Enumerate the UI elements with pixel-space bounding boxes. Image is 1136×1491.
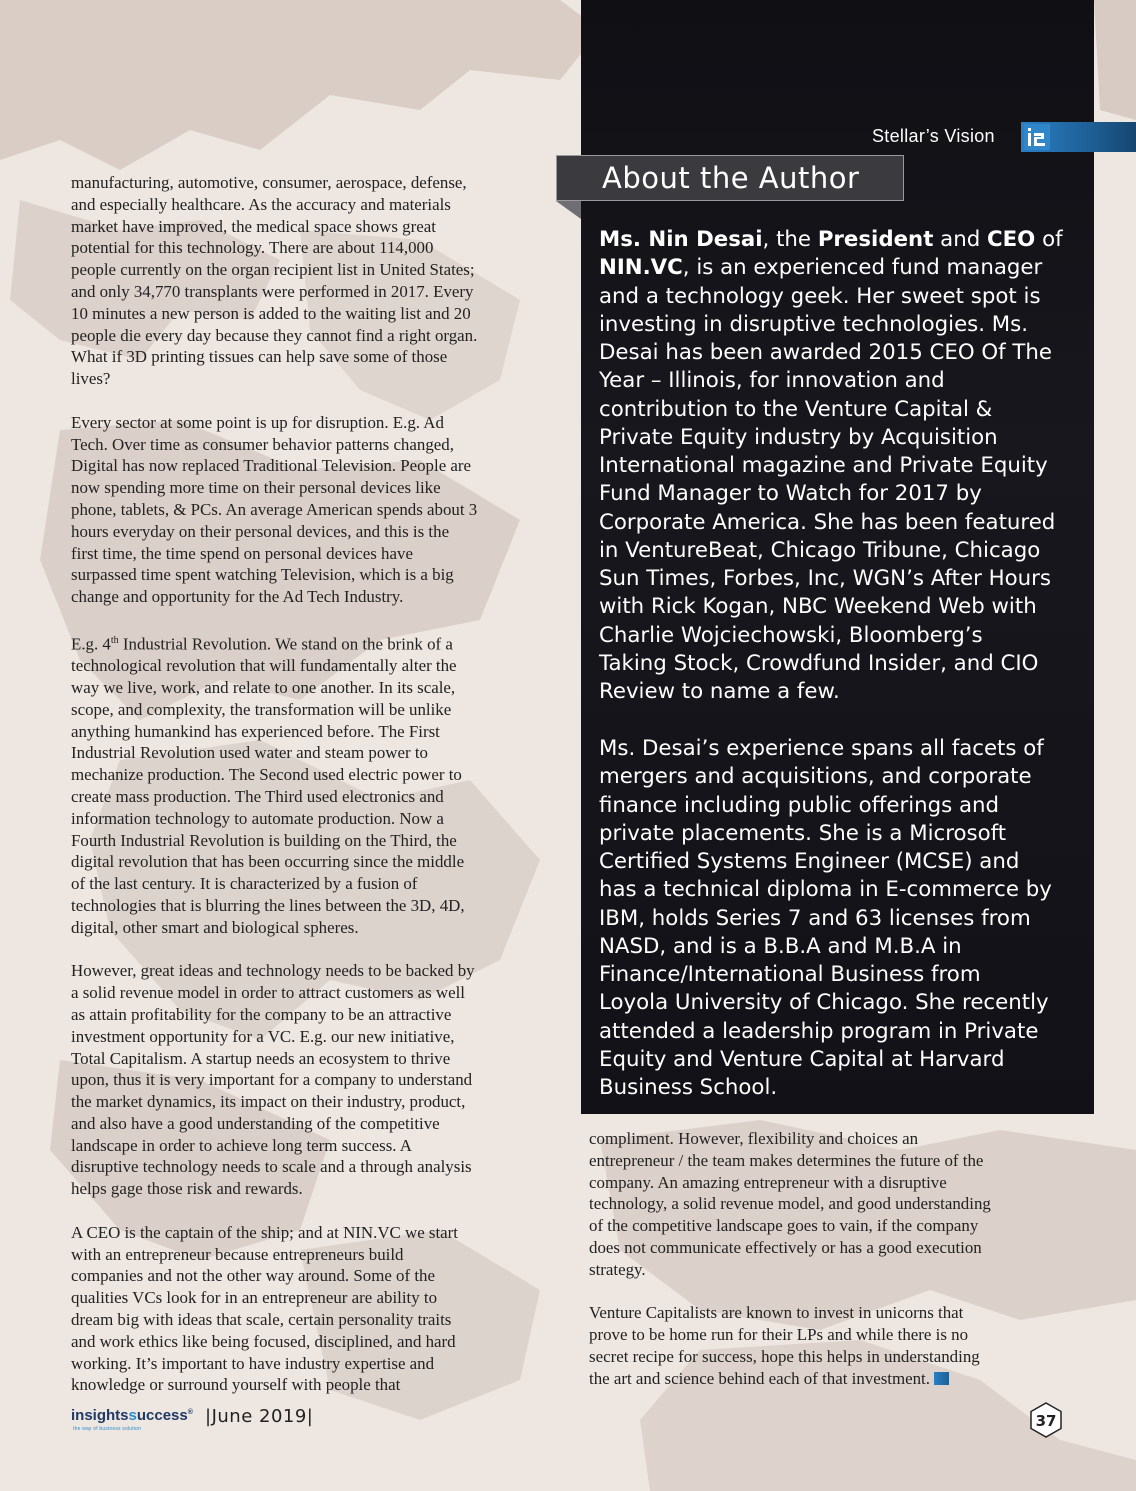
page-number-badge	[1028, 1402, 1064, 1438]
end-mark-icon	[934, 1372, 949, 1385]
bio-text-run: of	[1042, 227, 1063, 252]
bio-bold-run: CEO	[987, 227, 1036, 252]
paragraph-body: Venture Capitalists are known to invest in unicorns that prove to be home run for their LPs and while there is no secret recipe for success, hope this helps in understanding the art and science behind each of that investment.	[589, 1303, 980, 1388]
brand-part-a: insights	[71, 1407, 129, 1424]
footer-brand-logo	[71, 1407, 193, 1437]
page-number: 37	[1035, 1412, 1057, 1430]
author-bio-paragraph-2: Ms. Desai’s experience spans all facets of mergers and acquisitions, and corporate finance including public offerings and private placements. She is a Microsoft Certified Systems Engineer (MCSE) and has a technical diploma in E-commerce by IBM, holds Series 7 and 63 licenses from NASD, and is a B.B.A and M.B.A in Finance/International Business from Loyola University of Chicago. She recently attended a leadership program in Private Equity and Venture Capital at Harvard Business School.	[599, 736, 1052, 1100]
bio-bold-run: Ms. Nin Desai	[599, 227, 763, 252]
brand-s-glyph: s	[128, 1407, 137, 1424]
about-author-title: About the Author	[602, 161, 860, 195]
article-left-column	[71, 172, 549, 1418]
footer-issue-date: |June 2019|	[205, 1406, 314, 1427]
about-author-header	[556, 155, 904, 201]
i2-logo-icon	[1024, 124, 1050, 150]
bio-text-run: and	[933, 227, 987, 252]
article-paragraph-final	[589, 1302, 1069, 1389]
bio-text-run: , the	[762, 227, 818, 252]
author-bio-paragraph-1	[599, 226, 1069, 706]
paragraph-prefix: E.g. 4	[71, 634, 111, 654]
header-fold-decoration	[556, 201, 581, 219]
paragraph-body: Industrial Revolution. We stand on the brink of a technological revolution that will fundamentally alter the way we live, work, and relate to one another. In its scale, scope, and complexity, the transformation will be unlike anything humankind has experienced before. The First Industrial Revolution used water and steam power to mechanize production. The Second used electric power to create mass production. The Third used electronics and information technology to automate production. Now a Fourth Industrial Revolution is building on the Third, the digital revolution that has been occurring since the middle of the last century. It is characterized by a fusion of technologies that is blurring the lines between the 3D, 4D, digital, other smart and biological spheres.	[71, 634, 465, 937]
brand-part-b: uccess	[136, 1407, 188, 1424]
footer-brand-tagline: the way of business solution	[73, 1426, 142, 1432]
bio-bold-run: President	[817, 227, 934, 252]
article-right-column	[589, 1128, 1069, 1411]
bio-bold-run: NIN.VC	[599, 255, 683, 281]
brand-registered: ®	[187, 1409, 193, 1416]
bio-text-run: , is an experienced fund manager and a technology geek. Her sweet spot is investing in disruptive technologies. Ms. Desai has been awarded 2015 CEO Of The Year – Illinois, for innovation and contribution to the Venture Capital & Private Equity industry by Acquisition International magazine and Private Equity Fund Manager to Watch for 2017 by Corporate America. She has been featured in VentureBeat, Chicago Tribune, Chicago Sun Times, Forbes, Inc, WGN’s After Hours with Rick Kogan, NBC Weekend Web with Charlie Wojciechowski, Bloomberg’s Taking Stock, Crowdfund Insider, and CIO Review to name a few.	[599, 255, 1056, 704]
superscript-th: th	[110, 634, 119, 646]
article-paragraph: manufacturing, automotive, consumer, aerospace, defense, and especially healthcare. As the accuracy and materials market have improved, the medical space shows great potential for this technology. There are about 114,000 people currently on the organ recipient list in United States; and only 34,770 transplants were performed in 2017. Every 10 minutes a new person is added to the waiting list and 20 people die every day because they cannot find a right organ. What if 3D printing tissues can help save some of those lives?	[71, 173, 478, 389]
article-paragraph: Every sector at some point is up for disruption. E.g. Ad Tech. Over time as consumer behavior patterns changed, Digital has now replaced Traditional Television. People are now spending more time on their personal devices like phone, tablets, & PCs. An average American spends about 3 hours everyday on their personal devices, and this is the first time, the time spend on personal devices have surpassed time spent watching Television, which is a big change and opportunity for the Ad Tech Industry.	[71, 412, 478, 607]
article-paragraph: compliment. However, flexibility and choices an entrepreneur / the team makes determines the future of the company. An amazing entrepreneur with a disruptive technology, a solid revenue model, and good understanding of the competitive landscape goes to vain, if the company does not communicate effectively or has a good execution strategy.	[589, 1129, 991, 1279]
section-title: Stellar’s Vision	[872, 126, 995, 146]
article-paragraph: A CEO is the captain of the ship; and at NIN.VC we start with an entrepreneur because entrepreneurs build companies and not the other way around. Some of the qualities VCs look for in an entrepreneur are ability to dream big with ideas that scale, certain personality traits and work ethics like being focused, disciplined, and hard working. It’s important to have industry expertise and knowledge or surround yourself with people that	[71, 1222, 458, 1395]
article-paragraph: However, great ideas and technology needs to be backed by a solid revenue model in order to attract customers as well as attain profitability for the company to be an attractive investment opportunity for a VC. E.g. our new initiative, Total Capitalism. A startup needs an ecosystem to thrive upon, thus it is very important for a company to understand the market dynamics, its impact on their industry, product, and also have a good understanding of the competitive landscape in order to achieve long term success. A disruptive technology needs to scale and a through analysis helps gage those risk and rewards.	[71, 961, 475, 1199]
article-paragraph-industrial-revolution	[71, 630, 549, 939]
